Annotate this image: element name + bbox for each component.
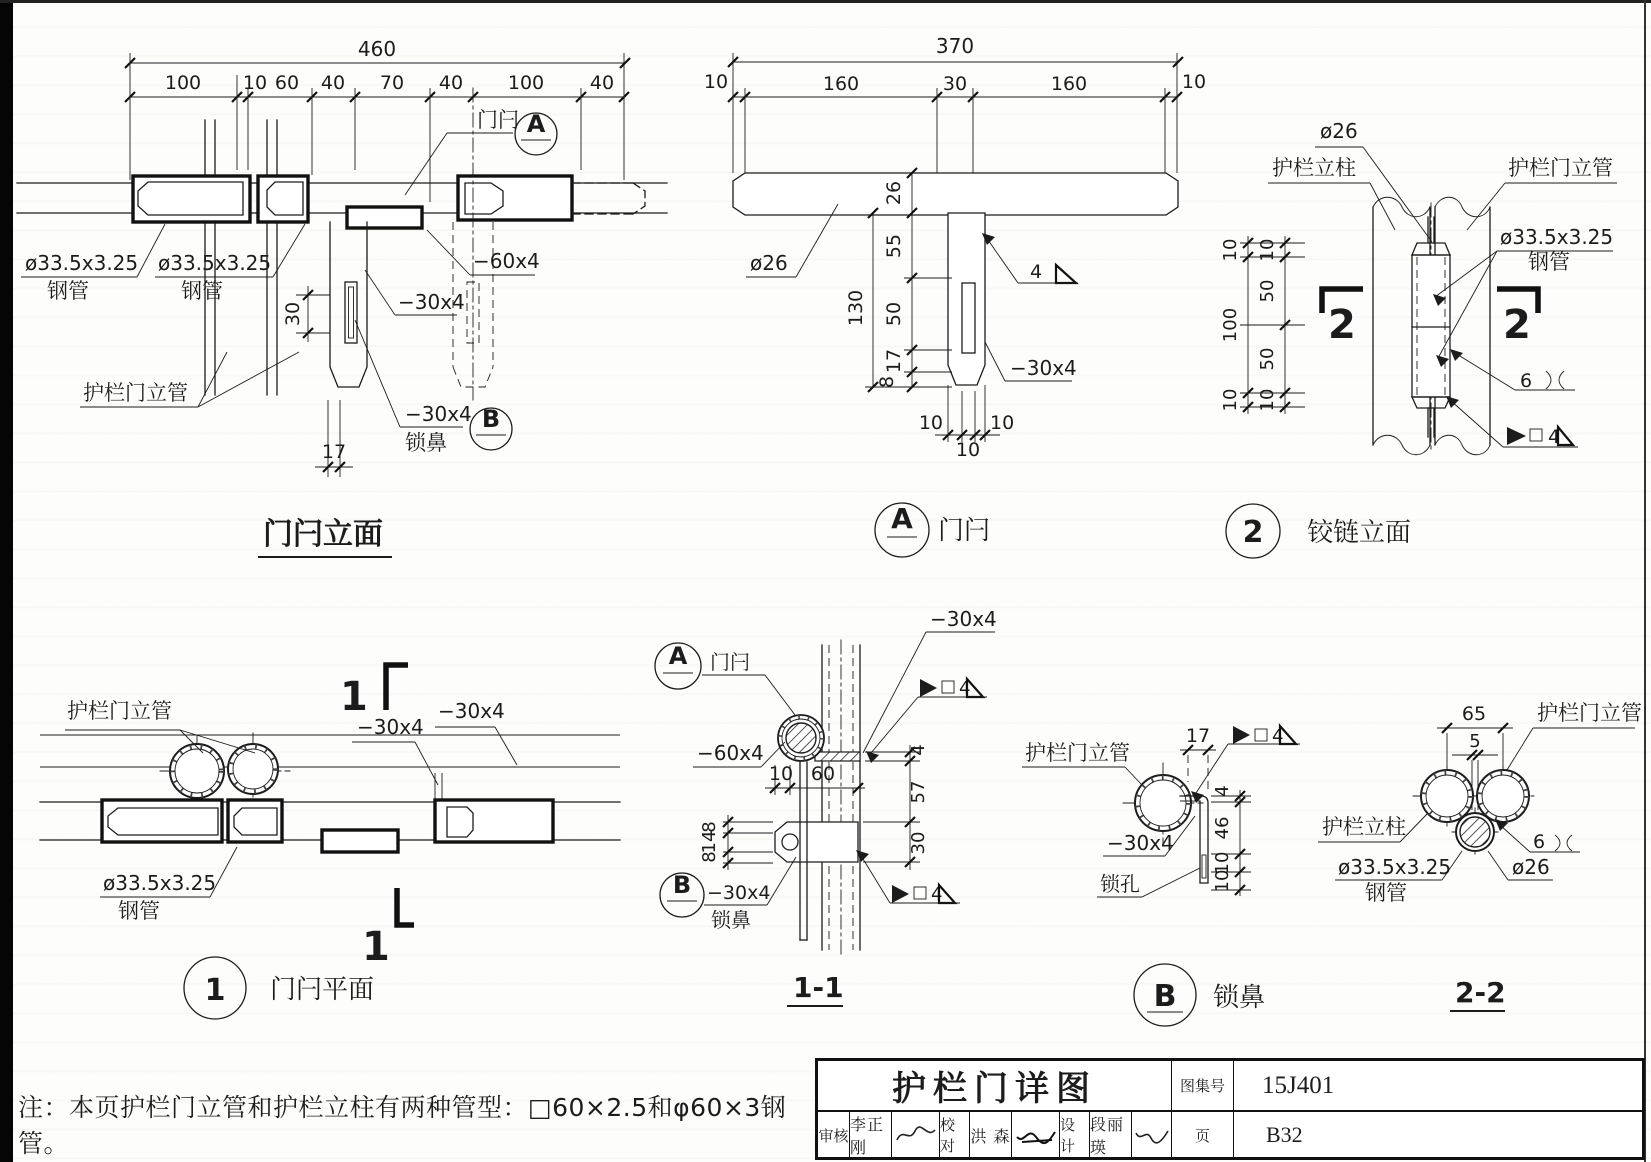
sheet-top-edge	[0, 0, 1651, 3]
section-marks-1	[340, 665, 414, 970]
hasp-name: 锁鼻	[711, 908, 751, 932]
dim-10: 10	[990, 412, 1015, 434]
dim-chain-left	[699, 815, 773, 870]
atlas-number-label: 图集号	[1171, 1061, 1233, 1110]
dimension-chain-top	[704, 34, 1206, 173]
label-post-column	[1268, 156, 1395, 230]
pipe-spec: ø33.5x3.25	[103, 871, 217, 895]
dim-50: 50	[1257, 279, 1278, 303]
pipes-section	[1413, 766, 1537, 858]
proof-name: 洪 森	[969, 1112, 1011, 1158]
label-gate-post	[1022, 741, 1142, 785]
plate-spec: −30x4	[357, 715, 424, 739]
label-gate-post	[1507, 701, 1642, 770]
label-plate-b	[435, 699, 517, 765]
label-pipe	[100, 847, 237, 923]
dim-17: 17	[321, 441, 347, 463]
hasp-hex-plate	[775, 822, 858, 862]
dim-130: 130	[845, 289, 867, 327]
callout-a-label: 门闩	[710, 650, 750, 674]
pipe-spec: ø33.5x3.25	[25, 251, 139, 275]
dims-bottom	[919, 385, 1014, 461]
dim-30: 30	[908, 831, 929, 855]
dim-seg: 10	[1181, 71, 1207, 93]
gate-post-label: 护栏门立管	[67, 699, 172, 723]
label-pipe-2	[155, 224, 305, 303]
proof-signature	[1011, 1112, 1059, 1158]
section-number: 2	[1328, 302, 1356, 348]
title-block	[815, 1058, 1645, 1160]
weld-size: 4	[931, 884, 943, 905]
label-pipe-1	[21, 224, 165, 303]
gate-post-label: 护栏门立管	[1537, 701, 1642, 725]
sheet-note: 注：本页护栏门立管和护栏立柱有两种管型：□60×2.5和φ60×3钢管。	[18, 1093, 787, 1158]
hasp-spec: −30x4	[405, 402, 472, 426]
plate-spec: −30x4	[398, 290, 465, 314]
dim-seg: 40	[320, 72, 346, 94]
weld-size: 4	[1030, 261, 1043, 283]
rod-and-wrap-plate	[778, 715, 860, 761]
audit-signature	[891, 1112, 939, 1158]
signature-scribble	[1014, 1123, 1058, 1147]
gate-post-label: 护栏门立管	[1025, 741, 1130, 765]
dim-seg: 70	[379, 72, 405, 94]
dim-4: 4	[908, 744, 929, 756]
audit-name: 李正刚	[849, 1112, 891, 1158]
weld-size: 6	[1520, 370, 1533, 392]
design-name: 段丽瑛	[1089, 1112, 1131, 1158]
label-plate	[985, 342, 1077, 381]
dim-seg: 60	[274, 72, 300, 94]
weld-size: 6	[1533, 831, 1546, 853]
hasp-spec: −30x4	[707, 882, 771, 904]
dim-8: 8	[699, 821, 720, 833]
detail-letter: A	[891, 502, 913, 535]
dim-10: 10	[1220, 238, 1241, 262]
dim-seg: 10	[703, 71, 729, 93]
callout-a-letter: A	[668, 642, 688, 670]
plate-spec: −30x4	[1107, 831, 1174, 855]
weld-size: 4	[1272, 726, 1284, 747]
weld-symbol-6	[1450, 349, 1575, 392]
label-gate-post	[65, 699, 255, 753]
dim-8: 8	[876, 375, 898, 389]
dim-seg: 40	[438, 72, 464, 94]
section-number: 2	[1242, 515, 1264, 550]
weld-size: 4	[959, 678, 971, 699]
signature-scribble	[1133, 1123, 1171, 1147]
pipe-spec: ø33.5x3.25	[1500, 225, 1614, 249]
plate-spec: −30x4	[438, 699, 505, 723]
hasp-plate	[330, 88, 493, 400]
rod-spec: ø26	[1512, 855, 1550, 879]
panel-latch-detail-A	[660, 30, 1220, 555]
pipe-word: 钢管	[118, 899, 160, 923]
panel-latch-elevation	[15, 30, 675, 565]
dim-chain-right	[1211, 785, 1251, 896]
page-number: B32	[1233, 1112, 1642, 1158]
pipe-word: 钢管	[1365, 881, 1407, 905]
panel-title	[1450, 976, 1506, 1011]
rod-spec: ø26	[750, 251, 788, 275]
post-column-label: 护栏立柱	[1322, 815, 1406, 839]
lock-hole-label: 锁孔	[1100, 872, 1140, 896]
pipe-word: 钢管	[1528, 250, 1570, 274]
dim-seg: 100	[164, 72, 202, 94]
callout-b-letter: B	[672, 871, 692, 899]
dim-10: 10	[1212, 851, 1233, 875]
gate-post-label: 护栏门立管	[1508, 156, 1613, 180]
dim-10: 10	[1220, 388, 1241, 412]
dim-26: 26	[883, 180, 905, 206]
dims-10-60	[765, 763, 865, 795]
latch-keepers-plan	[102, 800, 553, 852]
pipe-spec: ø33.5x3.25	[158, 251, 272, 275]
dim-14: 14	[699, 830, 720, 854]
dim-65: 65	[1461, 703, 1487, 725]
dim-30: 30	[282, 301, 304, 327]
dim-10: 10	[1257, 238, 1278, 262]
dim-seg: 160	[822, 73, 860, 95]
panel-title-text: 锁鼻	[1213, 983, 1266, 1013]
dim-10: 10	[955, 439, 981, 461]
label-lock-hole	[1097, 868, 1200, 897]
dim-57: 57	[908, 780, 929, 804]
panel-title-text: 1-1	[793, 971, 844, 1004]
dim-17: 17	[883, 348, 905, 374]
panel-latch-plan	[30, 600, 650, 1025]
dim-seg: 30	[942, 73, 968, 95]
panel-title	[787, 971, 844, 1006]
dim-seg: 160	[1050, 73, 1088, 95]
design-signature	[1131, 1112, 1171, 1158]
pipe-word: 钢管	[47, 279, 89, 303]
dim-seg: 100	[507, 72, 545, 94]
hasp-name: 锁鼻	[405, 431, 447, 455]
sheet-left-edge	[0, 0, 13, 1162]
label-plate-30x4	[365, 270, 465, 315]
dim-55: 55	[883, 233, 905, 259]
panel-title	[184, 957, 374, 1019]
plate-spec: −60x4	[473, 249, 540, 273]
panel-hasp-detail-B	[975, 650, 1305, 1035]
latch-keepers	[133, 176, 645, 228]
section-number: 1	[362, 924, 390, 970]
weld-size: 4	[1548, 426, 1561, 448]
panel-title	[1134, 964, 1265, 1026]
label-plate-a	[352, 715, 438, 785]
section-number: 1	[340, 674, 368, 720]
weld-symbol-4	[1446, 396, 1578, 448]
dim-10: 10	[768, 763, 794, 785]
panel-section-1-1	[615, 560, 997, 1020]
panel-title-text: 2-2	[1455, 976, 1506, 1009]
panel-section-2-2	[1300, 650, 1650, 1020]
plate-spec: −60x4	[697, 741, 764, 765]
dim-17: 17	[1185, 725, 1211, 747]
panel-title	[1226, 504, 1411, 558]
dim-8: 8	[699, 851, 720, 863]
latch-flat-bar	[948, 213, 985, 385]
callout-B-hasp	[355, 320, 512, 455]
plan-number: 1	[204, 973, 226, 1008]
dim-10: 10	[1212, 869, 1233, 893]
panel-title-text: 门闩平面	[270, 975, 375, 1005]
post-column-label: 护栏立柱	[1272, 156, 1356, 180]
dim-17	[315, 400, 353, 477]
dim-46: 46	[1212, 816, 1233, 840]
signature-scribble	[894, 1123, 938, 1147]
page-label: 页	[1171, 1112, 1233, 1158]
dim-5: 5	[1469, 731, 1481, 752]
panel-title	[258, 517, 392, 557]
label-gate-post	[80, 352, 299, 407]
callout-b-letter: B	[481, 405, 501, 433]
design-label: 设计	[1059, 1112, 1089, 1158]
label-pipe	[1335, 851, 1462, 905]
section-number: 2	[1503, 302, 1531, 348]
audit-label: 审核	[818, 1126, 849, 1145]
dim-total: 370	[935, 34, 975, 58]
pipe-word: 钢管	[181, 279, 223, 303]
gate-post-label: 护栏门立管	[83, 381, 188, 405]
dim-100: 100	[1220, 307, 1241, 343]
sheet-title: 护栏门详图	[892, 1069, 1097, 1109]
dim-total: 460	[357, 37, 397, 61]
detail-letter: B	[1153, 979, 1177, 1014]
dim-seg: 40	[589, 72, 615, 94]
weld-symbol-4	[982, 233, 1078, 283]
atlas-number-value: 15J401	[1233, 1061, 1642, 1110]
callout-A	[655, 642, 795, 715]
label-post-column	[1318, 813, 1428, 842]
panel-hinge-elevation	[1160, 95, 1651, 575]
dim-60: 60	[810, 763, 836, 785]
panel-title-text: 铰链立面	[1307, 518, 1412, 548]
dim-seg: 10	[242, 72, 268, 94]
post-section	[822, 640, 860, 955]
dim-10: 10	[1257, 388, 1278, 412]
pipe-spec: ø33.5x3.25	[1338, 855, 1452, 879]
callout-a-letter: A	[526, 110, 546, 138]
plate-spec: −30x4	[930, 607, 997, 631]
panel-title	[875, 502, 990, 557]
dim-30	[282, 286, 330, 342]
dim-chains-left	[1220, 236, 1305, 414]
latch-rod	[733, 173, 1178, 215]
dim-17	[1180, 725, 1216, 793]
plate-spec: −30x4	[1010, 356, 1077, 380]
proof-label: 校对	[939, 1112, 969, 1158]
rod-spec: ø26	[1320, 119, 1358, 143]
panel-title-text: 门闩立面	[263, 517, 383, 552]
callout-a-label: 门闩	[477, 108, 519, 132]
panel-title-text: 门闩	[938, 516, 991, 546]
dim-50: 50	[883, 301, 905, 327]
dim-50: 50	[1257, 347, 1278, 371]
weld-symbol-bottom	[856, 850, 960, 905]
dim-4: 4	[1212, 785, 1233, 797]
dim-chain-right	[863, 744, 929, 870]
weld-symbol-6	[1495, 819, 1580, 853]
label-plate-60x4	[427, 230, 540, 275]
label-rod	[1488, 851, 1553, 880]
dim-10: 10	[918, 412, 943, 434]
